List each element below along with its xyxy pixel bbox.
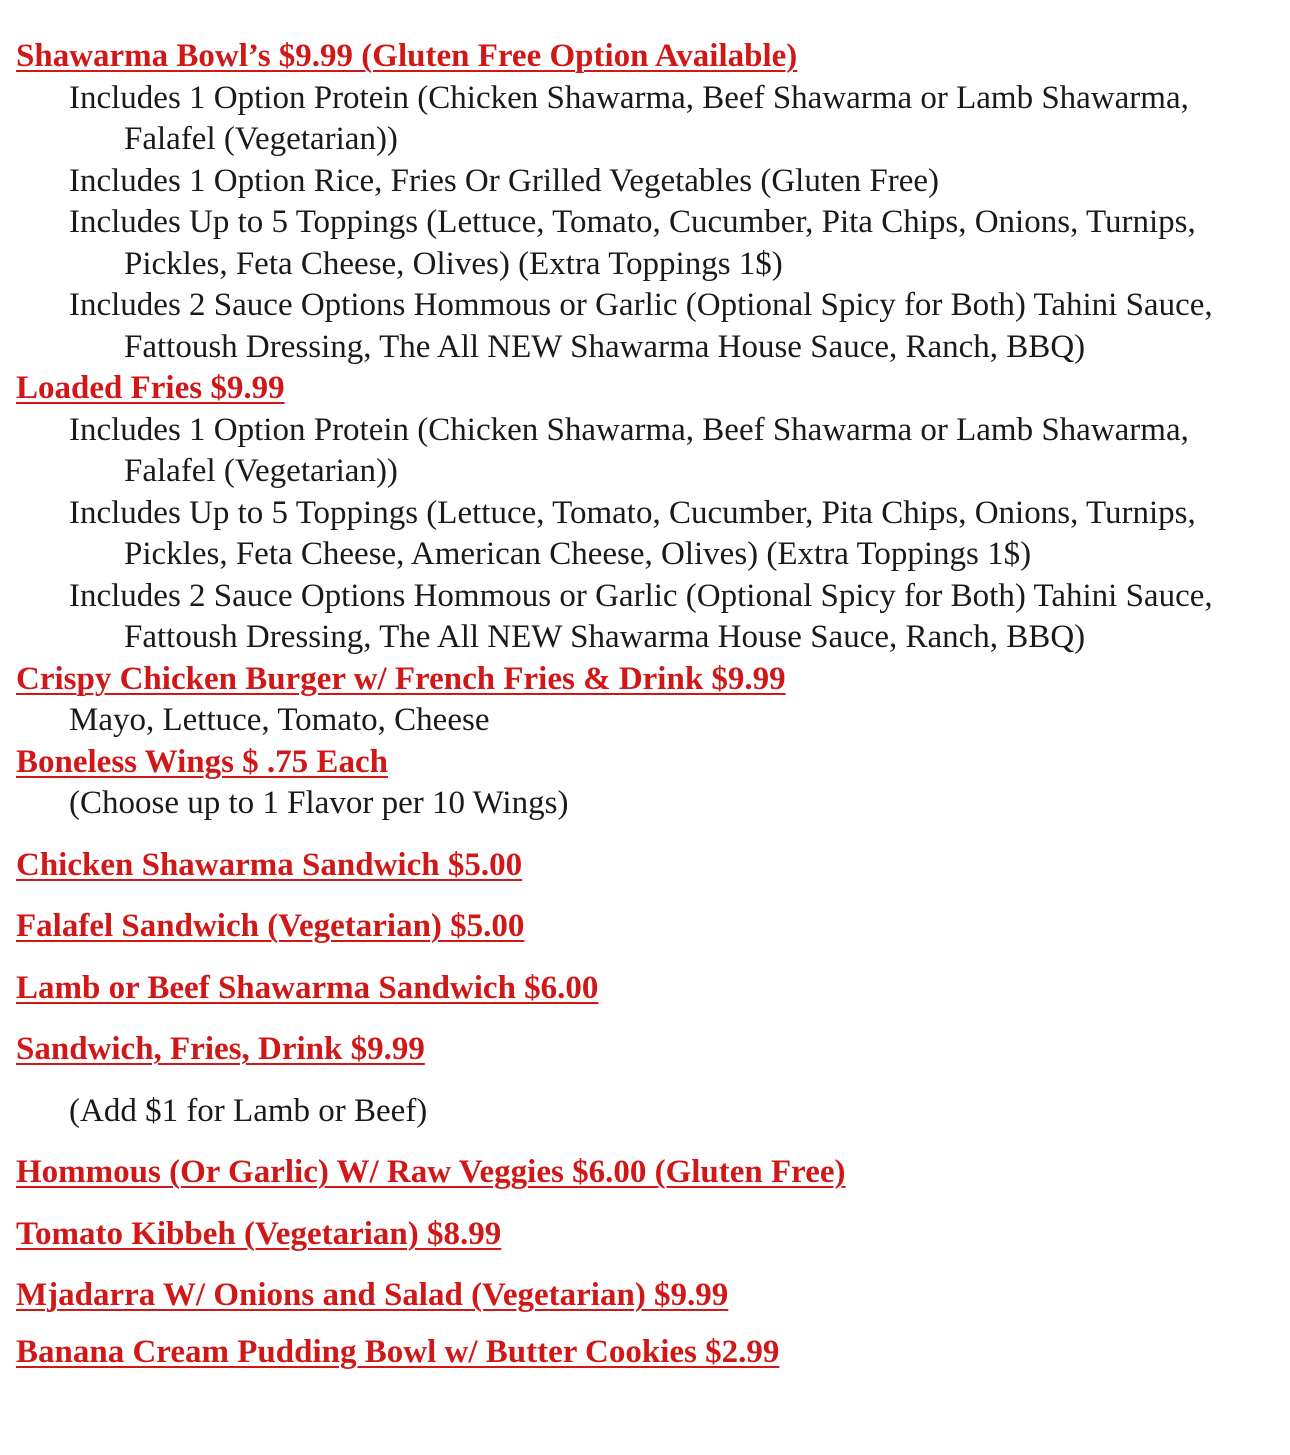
list-item: Includes 1 Option Protein (Chicken Shawarma, Beef Shawarma or Lamb Shawarma, Falafel (Vegetarian)) bbox=[69, 411, 1189, 489]
heading-loaded-fries[interactable]: Loaded Fries $9.99 bbox=[16, 370, 285, 406]
heading-chicken-shawarma-sandwich[interactable]: Chicken Shawarma Sandwich $5.00 bbox=[16, 846, 523, 883]
spacer bbox=[16, 1009, 1276, 1029]
spacer bbox=[16, 825, 1276, 845]
spacer bbox=[16, 886, 1276, 906]
list-item: Mayo, Lettuce, Tomato, Cheese bbox=[69, 702, 490, 738]
spacer bbox=[16, 1255, 1276, 1275]
spacer bbox=[16, 1317, 1276, 1332]
heading-falafel-sandwich[interactable]: Falafel Sandwich (Vegetarian) $5.00 bbox=[16, 908, 525, 944]
spacer bbox=[16, 1132, 1276, 1152]
heading-sandwich-fries-drink[interactable]: Sandwich, Fries, Drink $9.99 bbox=[16, 1031, 425, 1067]
list-item: Includes 2 Sauce Options Hommous or Garlic (Optional Spicy for Both) Tahini Sauce, Fattoush Dressing, The All NEW Shawarma House Sauce, Ranch, BBQ) bbox=[69, 287, 1213, 365]
menu-document bbox=[16, 36, 1276, 1373]
heading-crispy-chicken-burger[interactable]: Crispy Chicken Burger w/ French Fries & Drink $9.99 bbox=[16, 660, 786, 697]
spacer bbox=[16, 1194, 1276, 1214]
list-item: Includes 1 Option Protein (Chicken Shawarma, Beef Shawarma or Lamb Shawarma, Falafel (Vegetarian)) bbox=[69, 79, 1189, 157]
list-item: Includes Up to 5 Toppings (Lettuce, Tomato, Cucumber, Pita Chips, Onions, Turnips, Pickles, Feta Cheese, Olives) (Extra Toppings 1$) bbox=[69, 204, 1196, 282]
list-item: Includes Up to 5 Toppings (Lettuce, Tomato, Cucumber, Pita Chips, Onions, Turnips, Pickles, Feta Cheese, American Cheese, Olives) (Extra Toppings 1$) bbox=[69, 494, 1196, 572]
spacer bbox=[16, 1071, 1276, 1091]
spacer bbox=[16, 948, 1276, 968]
heading-shawarma-bowls[interactable]: Shawarma Bowl’s $9.99 (Gluten Free Option Available) bbox=[16, 38, 798, 74]
list-item: (Choose up to 1 Flavor per 10 Wings) bbox=[69, 785, 569, 821]
heading-boneless-wings[interactable]: Boneless Wings $ .75 Each bbox=[16, 743, 388, 780]
list-item: (Add $1 for Lamb or Beef) bbox=[69, 1092, 428, 1129]
heading-tomato-kibbeh[interactable]: Tomato Kibbeh (Vegetarian) $8.99 bbox=[16, 1215, 502, 1252]
heading-hommous-raw-veggies[interactable]: Hommous (Or Garlic) W/ Raw Veggies $6.00 (Gluten Free) bbox=[16, 1154, 846, 1190]
list-item: Includes 2 Sauce Options Hommous or Garlic (Optional Spicy for Both) Tahini Sauce, Fattoush Dressing, The All NEW Shawarma House Sauce, Ranch, BBQ) bbox=[69, 577, 1213, 655]
heading-mjadarra[interactable]: Mjadarra W/ Onions and Salad (Vegetarian) $9.99 bbox=[16, 1277, 729, 1313]
heading-banana-cream-pudding[interactable]: Banana Cream Pudding Bowl w/ Butter Cookies $2.99 bbox=[16, 1333, 780, 1370]
heading-lamb-beef-shawarma-sandwich[interactable]: Lamb or Beef Shawarma Sandwich $6.00 bbox=[16, 969, 599, 1006]
list-item: Includes 1 Option Rice, Fries Or Grilled Vegetables (Gluten Free) bbox=[69, 162, 940, 199]
